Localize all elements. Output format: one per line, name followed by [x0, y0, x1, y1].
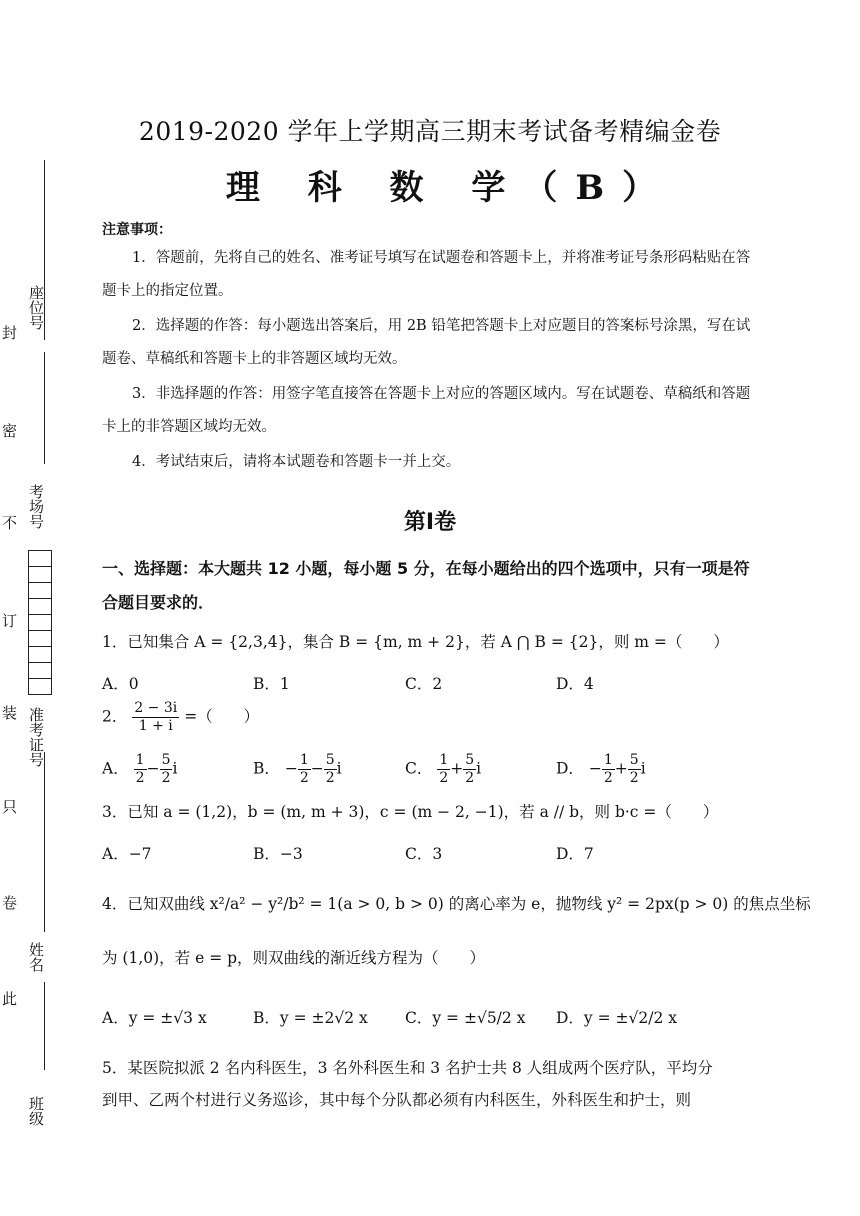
seal-char: 订 [2, 612, 18, 630]
seal-char: 封 [2, 324, 18, 342]
seal-char: 装 [2, 704, 18, 722]
notice-item: 2．选择题的作答：每小题选出答案后，用 2B 铅笔把答题卡上对应题目的答案标号涂黑，写在试题卷、草稿纸和答题卡上的非答题区域均无效。 [102, 318, 751, 367]
seal-char: 此 [2, 990, 18, 1008]
seat-number-label: 座位号 [27, 285, 45, 330]
exam-subtitle: 理 科 数 学（B） [225, 168, 675, 208]
admission-number-boxes [28, 550, 52, 695]
seal-char: 不 [2, 514, 18, 532]
q4-option-b: B．y = ±2√2 x [253, 1009, 368, 1027]
q1-option-b: B．1 [253, 675, 290, 693]
q2-option-a: A． $\frac{1}{2}$ − $\frac{5}{2}$ i [102, 752, 178, 786]
q1-option-d: D．4 [556, 675, 594, 693]
name-label: 姓名 [27, 942, 45, 972]
q2-option-d: D． − $\frac{1}{2}$ + $\frac{5}{2}$ i [556, 752, 646, 786]
q3-option-c: C．3 [405, 845, 443, 863]
q3-option-d: D．7 [556, 845, 594, 863]
q4-option-c: C．y = ±√5/2 x [405, 1009, 526, 1027]
seal-char: 密 [2, 422, 18, 440]
class-label: 班级 [27, 1096, 45, 1126]
admission-number-label: 准考证号 [27, 707, 45, 767]
field-line [44, 982, 45, 1070]
q3-option-b: B．−3 [253, 845, 303, 863]
q2-option-b: B． − $\frac{1}{2}$ − $\frac{5}{2}$ i [253, 752, 342, 786]
q4-option-a: A．y = ±√3 x [102, 1009, 207, 1027]
question-5-line-2: 到甲、乙两个村进行义务巡诊，其中每个分队都必须有内科医生，外科医生和护士，则 [102, 1091, 692, 1109]
q4-option-d: D．y = ±√2/2 x [556, 1009, 678, 1027]
part-one-heading: 一、选择题：本大题共 12 小题，每小题 5 分，在每小题给出的四个选项中，只有一项是符合题目要求的． [102, 559, 750, 612]
section-title: 第Ⅰ卷 [403, 510, 457, 535]
seal-char: 只 [2, 798, 18, 816]
q2-option-c: C． $\frac{1}{2}$ + $\frac{5}{2}$ i [405, 752, 482, 786]
field-line [44, 752, 45, 932]
exam-title: 2019-2020 学年上学期高三期末考试备考精编金卷 [138, 117, 722, 146]
field-line [44, 352, 45, 464]
question-4-stem-line-1: 4．已知双曲线 x²/a² − y²/b² = 1(a > 0, b > 0) 的离心率为 e，抛物线 y² = 2px(p > 0) 的焦点坐标 [102, 895, 811, 913]
notice-item: 3．非选择题的作答：用签字笔直接答在答题卡上对应的答题区域内。写在试题卷、草稿纸和答题卡上的非答题区域均无效。 [102, 386, 751, 435]
q1-option-a: A．0 [102, 675, 139, 693]
notice-item: 4．考试结束后，请将本试题卷和答题卡一并上交。 [132, 454, 461, 470]
seal-char: 卷 [2, 894, 18, 912]
question-4-stem-line-2: 为 (1,0)，若 e = p，则双曲线的渐近线方程为（ ） [102, 949, 486, 967]
notice-heading: 注意事项： [102, 222, 172, 238]
exam-room-label: 考场号 [27, 484, 45, 529]
question-5-line-1: 5．某医院拟派 2 名内科医生，3 名外科医生和 3 名护士共 8 人组成两个医疗队，平均分 [102, 1059, 713, 1077]
question-3-stem: 3．已知 a = (1,2)，b = (m, m + 3)，c = (m − 2, −1)，若 a // b，则 b·c =（ ） [102, 803, 719, 821]
q1-option-c: C．2 [405, 675, 443, 693]
q3-option-a: A．−7 [102, 845, 152, 863]
notice-item: 1．答题前，先将自己的姓名、准考证号填写在试题卷和答题卡上，并将准考证号条形码粘贴在答题卡上的指定位置。 [102, 250, 751, 299]
question-2-stem: 2． $\frac{2 - 3i}{1 + i}$ =（ ） [102, 700, 260, 734]
question-1-stem: 1．已知集合 A = {2,3,4}，集合 B = {m, m + 2}，若 A ⋂ B = {2}，则 m =（ ） [102, 633, 729, 651]
